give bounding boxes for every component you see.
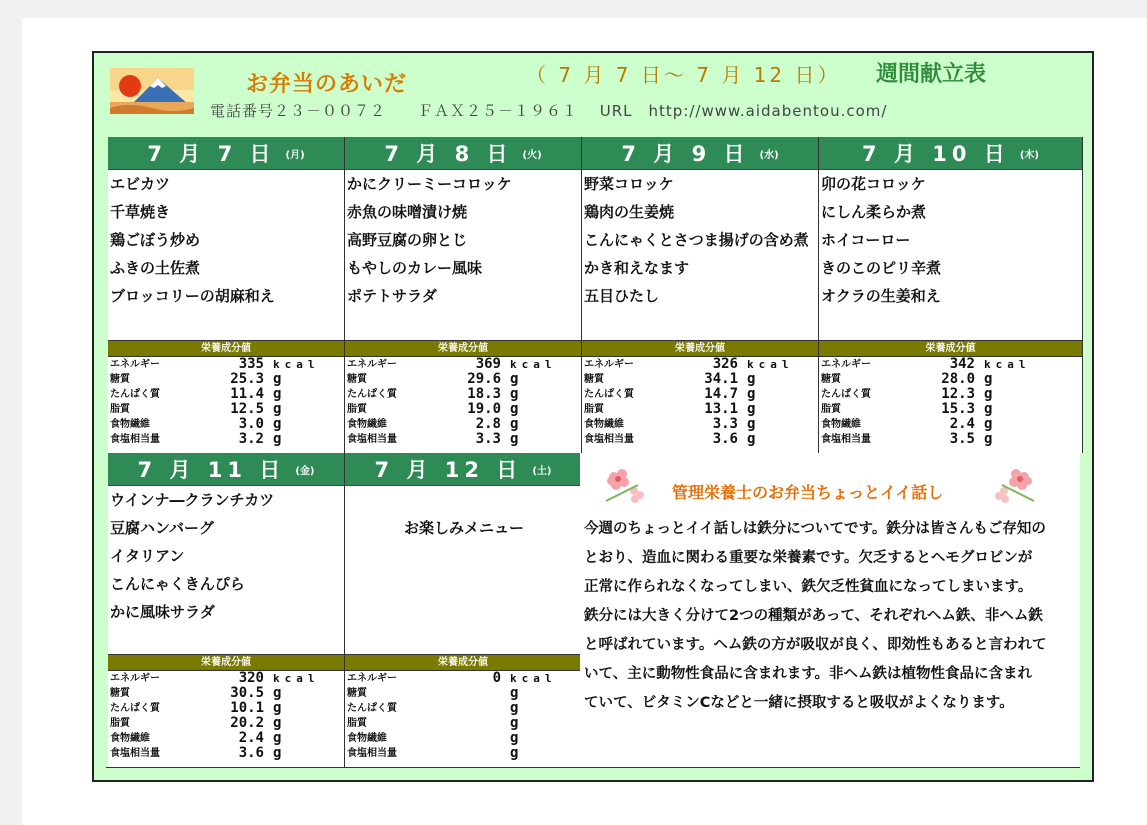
nutrient-unit: g: [273, 745, 285, 761]
talk-title: 管理栄養士のお弁当ちょっとイイ話し: [672, 483, 944, 502]
nutrition-row: [582, 432, 818, 447]
date-range: （ 7 月 7 日～ 7 月 12 日）: [526, 63, 841, 87]
talk-line: 正常に作られなくなってしまい、鉄欠乏性貧血になってしまいます。: [584, 579, 1033, 595]
nutrition-row: [819, 387, 1082, 402]
day-of-week: (火): [522, 149, 542, 161]
day-header: [108, 137, 344, 170]
nutrient-unit: g: [273, 685, 285, 701]
menu-item: お楽しみメニュー: [403, 519, 524, 537]
nutrition-row: [345, 387, 581, 402]
menu-list: [108, 170, 344, 340]
menu-item: ブロッコリーの胡麻和え: [110, 287, 275, 305]
nutrient-unit: g: [747, 431, 759, 447]
contact-info: 電話番号２３－００７２ ＦＡＸ２５－１９６１ URL http://www.aidabentou.com/: [210, 102, 888, 120]
nutrient-label: 食塩相当量: [347, 748, 397, 759]
talk-line: と呼ばれています。ヘム鉄の方が吸収が良く、即効性もあると言われて: [584, 637, 1047, 653]
nutrient-value: 3.2: [238, 431, 264, 447]
nutrient-label: たんぱく質: [110, 389, 160, 400]
nutrient-label: エネルギー: [110, 673, 160, 684]
day-of-week: (木): [1019, 149, 1039, 161]
menu-item: エビカツ: [110, 175, 171, 193]
nutrient-label: 食塩相当量: [821, 434, 871, 445]
document-page: [22, 18, 1147, 825]
nutrient-value: 2.4: [949, 416, 975, 432]
nutrient-label: 食塩相当量: [347, 434, 397, 445]
nutrient-label: たんぱく質: [110, 703, 160, 714]
nutrient-value: 34.1: [704, 371, 738, 387]
menu-item: にしん柔らか煮: [821, 203, 927, 221]
nutrient-label: たんぱく質: [584, 389, 634, 400]
menu-list: [345, 486, 581, 654]
day-date: 7 月 7 日: [147, 142, 276, 166]
nutrient-value: 12.3: [941, 386, 975, 402]
nutrient-unit: g: [984, 431, 996, 447]
nutrient-unit: g: [510, 431, 522, 447]
nutrient-unit: g: [747, 401, 759, 417]
nutrient-unit: g: [273, 431, 285, 447]
nutrient-label: 食物繊維: [347, 419, 387, 430]
menu-item: かき和えなます: [584, 259, 690, 277]
day-column: [345, 453, 582, 767]
nutrition-talk-panel: [580, 453, 1080, 768]
menu-item: [347, 488, 581, 516]
nutrition-row: [819, 357, 1082, 372]
page-title: 週間献立表: [876, 62, 987, 87]
menu-item: 豆腐ハンバーグ: [110, 519, 214, 537]
nutrition-row: [345, 716, 581, 731]
nutrient-label: 糖質: [821, 374, 841, 385]
day-column: [108, 453, 345, 767]
nutrient-value: 12.5: [230, 401, 264, 417]
nutrition-header: 栄養成分値: [345, 340, 581, 357]
nutrient-label: エネルギー: [347, 359, 397, 370]
talk-line: 今週のちょっとイイ話しは鉄分についてです。鉄分は皆さんもご存知の: [584, 521, 1046, 537]
nutrition-row: [345, 671, 581, 686]
nutrient-label: エネルギー: [821, 359, 871, 370]
menu-list: [582, 170, 818, 340]
nutrient-label: エネルギー: [584, 359, 634, 370]
nutrition-row: [345, 357, 581, 372]
nutrient-unit: g: [984, 371, 996, 387]
nutrient-label: たんぱく質: [821, 389, 871, 400]
nutrition-header: 栄養成分値: [345, 654, 581, 671]
nutrient-unit: g: [273, 715, 285, 731]
day-date: 7 月 11 日: [137, 458, 286, 482]
nutrient-value: 342: [949, 356, 975, 372]
menu-item: イタリアン: [110, 547, 185, 565]
menu-item: 野菜コロッケ: [584, 175, 674, 193]
menu-item: こんにゃくきんぴら: [110, 575, 245, 593]
nutrition-row: [582, 402, 818, 417]
nutrition-row: [582, 357, 818, 372]
talk-body: [584, 515, 1080, 718]
nutrient-unit: g: [510, 401, 522, 417]
nutrient-unit: kcal: [510, 672, 557, 685]
nutrient-unit: g: [984, 386, 996, 402]
nutrient-label: 糖質: [110, 688, 130, 699]
menu-list: [108, 486, 344, 654]
day-header: [345, 137, 581, 170]
nutrient-label: 食塩相当量: [110, 434, 160, 445]
nutrient-value: 18.3: [467, 386, 501, 402]
nutrient-label: 食物繊維: [347, 733, 387, 744]
menu-item: ふきの土佐煮: [110, 259, 201, 277]
nutrient-label: エネルギー: [110, 359, 160, 370]
talk-line: ていて、ビタミンCなどと一緒に摂取すると吸収がよくなります。: [584, 695, 1014, 711]
nutrition-row: [819, 432, 1082, 447]
nutrient-value: 30.5: [230, 685, 264, 701]
bottom-rule: [106, 767, 1080, 768]
nutrient-value: 369: [475, 356, 501, 372]
nutrient-unit: kcal: [273, 358, 320, 371]
nutrient-label: 脂質: [110, 718, 130, 729]
nutrient-value: 3.6: [712, 431, 738, 447]
nutrition-row: [108, 716, 344, 731]
nutrient-label: 脂質: [347, 404, 367, 415]
day-date: 7 月 8 日: [384, 142, 513, 166]
menu-item: かにクリーミーコロッケ: [347, 175, 512, 193]
nutrient-unit: g: [510, 715, 522, 731]
nutrient-value: 335: [238, 356, 264, 372]
nutrient-value: 14.7: [704, 386, 738, 402]
menu-item: 五目ひたし: [584, 287, 660, 305]
menu-item: ポテトサラダ: [347, 287, 437, 305]
nutrient-value: 3.5: [949, 431, 975, 447]
nutrient-label: 脂質: [347, 718, 367, 729]
nutrient-label: たんぱく質: [347, 703, 397, 714]
nutrient-value: 19.0: [467, 401, 501, 417]
talk-line: いて、主に動物性食品に含まれます。非ヘム鉄は植物性食品に含まれ: [584, 666, 1033, 682]
nutrient-label: 糖質: [584, 374, 604, 385]
nutrient-unit: kcal: [984, 358, 1031, 371]
nutrition-row: [345, 686, 581, 701]
nutrition-row: [108, 432, 344, 447]
day-header: [108, 453, 344, 486]
nutrient-label: 糖質: [110, 374, 130, 385]
nutrient-unit: g: [273, 401, 285, 417]
nutrient-value: 25.3: [230, 371, 264, 387]
nutrition-row: [819, 402, 1082, 417]
nutrient-unit: g: [747, 416, 759, 432]
day-header: [819, 137, 1082, 170]
nutrient-label: 食物繊維: [110, 733, 150, 744]
day-date: 7 月 12 日: [374, 458, 523, 482]
sunrise-mountain-logo: [110, 68, 194, 114]
nutrition-row: [108, 671, 344, 686]
nutrition-row: [108, 402, 344, 417]
nutrient-unit: g: [510, 730, 522, 746]
nutrient-label: 食物繊維: [821, 419, 861, 430]
nutrition-row: [345, 701, 581, 716]
weekly-menu-sheet: [92, 51, 1094, 782]
nutrient-unit: g: [273, 730, 285, 746]
nutrient-value: 326: [712, 356, 738, 372]
nutrient-value: 13.1: [704, 401, 738, 417]
nutrient-label: 糖質: [347, 688, 367, 699]
nutrient-value: 3.0: [238, 416, 264, 432]
nutrition-header: 栄養成分値: [108, 654, 344, 671]
nutrition-row: [819, 372, 1082, 387]
menu-list: [345, 170, 581, 340]
nutrient-unit: kcal: [747, 358, 794, 371]
nutrient-unit: g: [273, 371, 285, 387]
menu-item: 赤魚の味噌漬け焼: [347, 203, 468, 221]
nutrition-header: 栄養成分値: [582, 340, 818, 357]
day-date: 7 月 10 日: [862, 142, 1010, 166]
cherry-blossom-icon: [602, 465, 646, 505]
nutrient-unit: g: [747, 386, 759, 402]
menu-item: ウインナ―クランチカツ: [110, 491, 275, 509]
day-header: [345, 453, 581, 486]
menu-item: 鶏ごぼう炒め: [110, 231, 201, 249]
nutrient-value: 11.4: [230, 386, 264, 402]
day-of-week: (金): [295, 465, 315, 477]
day-of-week: (水): [759, 149, 779, 161]
menu-item: [347, 600, 581, 628]
nutrient-unit: kcal: [273, 672, 320, 685]
nutrient-unit: g: [510, 386, 522, 402]
menu-item: [347, 572, 581, 600]
nutrient-label: 食塩相当量: [110, 748, 160, 759]
nutrition-header: 栄養成分値: [108, 340, 344, 357]
nutrient-unit: g: [273, 386, 285, 402]
menu-item: きのこのピリ辛煮: [821, 259, 942, 277]
nutrient-unit: g: [273, 700, 285, 716]
nutrient-label: 食物繊維: [110, 419, 150, 430]
nutrient-unit: g: [984, 401, 996, 417]
nutrition-row: [345, 731, 581, 746]
menu-item: こんにゃくとさつま揚げの含め煮: [584, 231, 809, 249]
nutrition-row: [108, 746, 344, 761]
day-column: [108, 137, 345, 453]
nutrition-row: [108, 372, 344, 387]
nutrient-label: エネルギー: [347, 673, 397, 684]
nutrient-value: 28.0: [941, 371, 975, 387]
nutrient-label: 脂質: [110, 404, 130, 415]
nutrition-row: [819, 417, 1082, 432]
menu-item: オクラの生姜和え: [821, 287, 941, 305]
nutrient-unit: g: [747, 371, 759, 387]
nutrition-row: [582, 387, 818, 402]
nutrition-row: [582, 372, 818, 387]
nutrient-value: 15.3: [941, 401, 975, 417]
nutrient-value: 2.4: [238, 730, 264, 746]
cherry-blossom-icon: [994, 465, 1038, 505]
nutrition-row: [345, 746, 581, 761]
nutrient-unit: g: [273, 416, 285, 432]
day-header: [582, 137, 818, 170]
nutrient-label: 食塩相当量: [584, 434, 634, 445]
nutrient-value: 10.1: [230, 700, 264, 716]
nutrient-unit: g: [984, 416, 996, 432]
shop-name: お弁当のあいだ: [246, 72, 408, 97]
nutrient-unit: g: [510, 416, 522, 432]
nutrition-row: [108, 701, 344, 716]
nutrition-row: [582, 417, 818, 432]
talk-line: 鉄分には大きく分けて2つの種類があって、それぞれヘム鉄、非ヘム鉄: [584, 608, 1043, 624]
nutrient-label: 食物繊維: [584, 419, 624, 430]
nutrient-unit: kcal: [510, 358, 557, 371]
day-of-week: (月): [285, 149, 305, 161]
nutrient-unit: g: [510, 745, 522, 761]
nutrition-row: [345, 402, 581, 417]
menu-item: ホイコーロー: [821, 231, 911, 249]
menu-item: 高野豆腐の卵とじ: [347, 231, 468, 249]
day-column: [582, 137, 819, 453]
nutrient-value: 320: [238, 670, 264, 686]
nutrient-value: 20.2: [230, 715, 264, 731]
nutrient-value: 3.3: [712, 416, 738, 432]
nutrient-label: 糖質: [347, 374, 367, 385]
nutrition-row: [345, 372, 581, 387]
nutrition-row: [108, 357, 344, 372]
nutrition-row: [108, 417, 344, 432]
nutrient-value: 3.3: [475, 431, 501, 447]
nutrient-value: 29.6: [467, 371, 501, 387]
nutrition-row: [108, 686, 344, 701]
menu-list: [819, 170, 1082, 340]
nutrient-unit: g: [510, 685, 522, 701]
day-date: 7 月 9 日: [621, 142, 750, 166]
nutrition-row: [345, 417, 581, 432]
day-column: [819, 137, 1083, 453]
nutrient-unit: g: [510, 700, 522, 716]
nutrient-unit: g: [510, 371, 522, 387]
nutrient-value: 0: [492, 670, 501, 686]
nutrient-value: 2.8: [475, 416, 501, 432]
day-of-week: (土): [532, 465, 552, 477]
nutrition-header: 栄養成分値: [819, 340, 1082, 357]
menu-item: 鶏肉の生姜焼: [584, 203, 675, 221]
nutrition-row: [108, 731, 344, 746]
menu-item: 千草焼き: [110, 203, 171, 221]
nutrient-label: たんぱく質: [347, 389, 397, 400]
nutrition-row: [345, 432, 581, 447]
nutrition-row: [108, 387, 344, 402]
day-column: [345, 137, 582, 453]
menu-item: もやしのカレー風味: [347, 259, 483, 277]
menu-item: 卯の花コロッケ: [821, 175, 926, 193]
nutrient-label: 脂質: [821, 404, 841, 415]
nutrient-value: 3.6: [238, 745, 264, 761]
nutrient-label: 脂質: [584, 404, 604, 415]
menu-item: [347, 544, 581, 572]
talk-line: とおり、造血に関わる重要な栄養素です。欠乏するとヘモグロビンが: [584, 550, 1033, 566]
menu-item: かに風味サラダ: [110, 603, 215, 621]
